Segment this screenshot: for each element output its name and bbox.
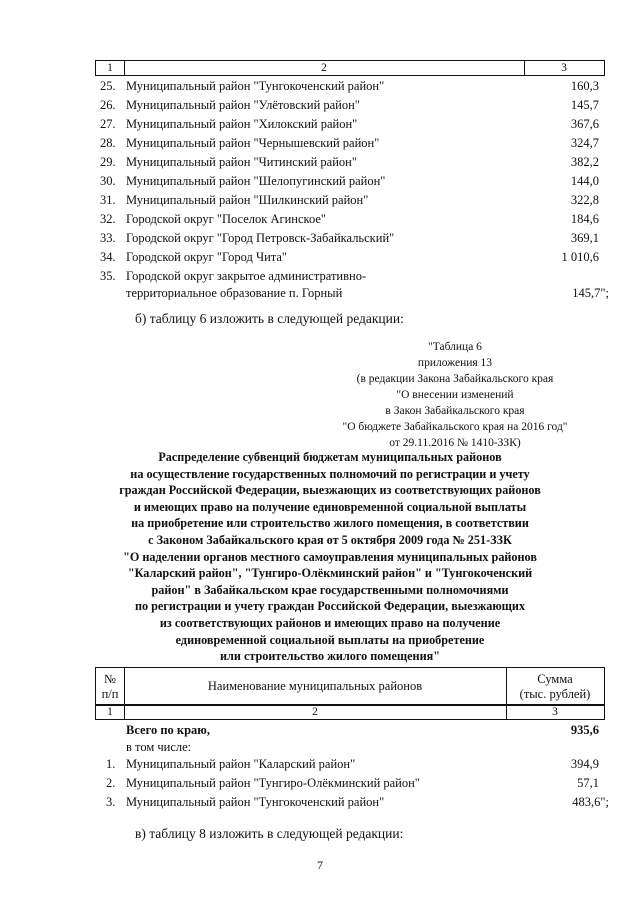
row-name: Муниципальный район "Тунгиро-Олёкминский район": [126, 776, 420, 790]
section-title-line: район" в Забайкальском крае государственными полномочиями: [151, 582, 509, 597]
row-value: 322,8: [570, 193, 599, 207]
table-caption-line: от 29.11.2016 № 1410-ЗЗК): [389, 437, 521, 449]
section-title-line: с Законом Забайкальского края от 5 октября 2009 года № 251-ЗЗК: [148, 533, 512, 547]
table2-number-row: [95, 704, 605, 720]
table-row: [100, 229, 603, 248]
row-name-line1: Городской округ закрытое административно-: [126, 269, 367, 283]
section-title-line: на приобретение или строительство жилого помещения, в соответствии: [131, 516, 529, 531]
section-title-line: "Каларский район", "Тунгиро-Олёкминский район" и "Тунгокоченский: [127, 566, 533, 581]
table-caption-line: приложения 13: [417, 357, 493, 369]
row-value: 324,7: [570, 136, 599, 150]
table-row: [100, 115, 603, 134]
row-name-line2: территориальное образование п. Горный: [126, 286, 343, 300]
table-caption-line: "Таблица 6: [428, 341, 482, 353]
row-number: 26.: [100, 98, 116, 112]
table-row: [100, 191, 603, 210]
section-title-line: граждан Российской Федерации, выезжающих из соответствующих районов: [119, 483, 541, 498]
row-name: Муниципальный район "Каларский район": [126, 757, 356, 771]
table-caption-line: в Закон Забайкальского края: [385, 405, 525, 417]
table-caption-line: (в редакции Закона Забайкальского края: [356, 373, 554, 385]
row-name: Городской округ "Поселок Агинское": [126, 212, 327, 226]
total-label: Всего по краю,: [126, 723, 210, 737]
row-value: 184,6: [570, 212, 599, 226]
table-row: [106, 793, 609, 812]
row-name: Муниципальный район "Хилокский район": [126, 117, 358, 131]
top-table-header: [95, 60, 605, 76]
row-name: Муниципальный район "Шелопугинский район": [126, 174, 386, 188]
row-value: 145,7: [570, 98, 599, 112]
section-title-line: единовременной социальной выплаты на приобретение: [175, 632, 485, 647]
row-value: 367,6: [570, 117, 599, 131]
table2-num-col2: 2: [312, 706, 318, 718]
row-number: 33.: [100, 231, 116, 245]
row-number: 31.: [100, 193, 116, 207]
row-number: 27.: [100, 117, 116, 131]
paragraph-b: б) таблицу 6 изложить в следующей редакции:: [135, 311, 404, 326]
table-row: [100, 134, 603, 153]
row-value: 483,6";: [572, 795, 609, 809]
row-name: Муниципальный район "Тунгокоченский район": [126, 795, 385, 809]
table2-col-number-header: № п/п: [101, 671, 119, 701]
row-number: 35.: [100, 269, 116, 283]
table-row-continuation: [100, 284, 609, 303]
table2-header: [95, 667, 605, 706]
row-number: 28.: [100, 136, 116, 150]
table-row: [100, 77, 603, 96]
table-row: [100, 96, 603, 115]
row-name: Городской округ "Город Петровск-Забайкальский": [126, 231, 395, 245]
row-name: Городской округ "Город Чита": [126, 250, 288, 264]
section-title-line: по регистрации и учету граждан Российской Федерации, выезжающих: [134, 599, 526, 614]
top-header-col2: 2: [321, 62, 327, 74]
row-name: Муниципальный район "Чернышевский район": [126, 136, 380, 150]
row-name: Муниципальный район "Читинский район": [126, 155, 357, 169]
table-row: [106, 774, 603, 793]
table-row: [100, 153, 603, 172]
row-name: Муниципальный район "Тунгокоченский район": [126, 79, 385, 93]
row-value: 145,7";: [572, 286, 609, 300]
row-number: 1.: [106, 757, 116, 771]
row-value: 1 010,6: [561, 250, 599, 264]
section-title-line: "О наделении органов местного самоуправления муниципальных районов: [123, 549, 537, 564]
table-row: [100, 248, 603, 267]
section-title-line: на осуществление государственных полномочий по регистрации и учету: [130, 466, 530, 481]
table-caption-line: "О внесении изменений: [396, 389, 514, 401]
row-name: Муниципальный район "Улётовский район": [126, 98, 360, 112]
row-value: 144,0: [570, 174, 599, 188]
table-row: [106, 755, 603, 774]
table-row: [100, 210, 603, 229]
table2-col-name-header: Наименование муниципальных районов: [207, 679, 423, 693]
top-header-col3: 3: [561, 62, 567, 74]
page-number: 7: [317, 858, 323, 872]
row-number: 2.: [106, 776, 116, 790]
row-value: 369,1: [570, 231, 599, 245]
table-row: [100, 172, 603, 191]
total-value: 935,6: [570, 723, 599, 737]
row-value: 394,9: [570, 757, 599, 771]
paragraph-c: в) таблицу 8 изложить в следующей редакции:: [135, 826, 404, 841]
row-number: 32.: [100, 212, 116, 226]
table2-num-col1: 1: [107, 706, 113, 718]
table-caption-line: "О бюджете Забайкальского края на 2016 год": [342, 421, 568, 433]
table2-num-col3: 3: [552, 706, 558, 718]
section-title-line: и имеющих право на получение единовременной социальной выплаты: [133, 499, 527, 514]
row-number: 34.: [100, 250, 116, 264]
section-title-line: Распределение субвенций бюджетам муниципальных районов: [158, 450, 502, 464]
row-number: 29.: [100, 155, 116, 169]
section-title-line: или строительство жилого помещения": [220, 649, 440, 664]
including-label: в том числе:: [126, 740, 192, 754]
row-name: Муниципальный район "Шилкинский район": [126, 193, 369, 207]
row-value: 382,2: [570, 155, 599, 169]
row-value: 57,1: [577, 776, 599, 790]
row-number: 25.: [100, 79, 116, 93]
table2-col-sum-header: Сумма (тыс. рублей): [519, 671, 591, 701]
row-number: 3.: [106, 795, 116, 809]
top-header-col1: 1: [107, 62, 113, 74]
section-title-line: из соответствующих районов и имеющих право на получение: [159, 616, 501, 630]
row-number: 30.: [100, 174, 116, 188]
row-value: 160,3: [570, 79, 599, 93]
